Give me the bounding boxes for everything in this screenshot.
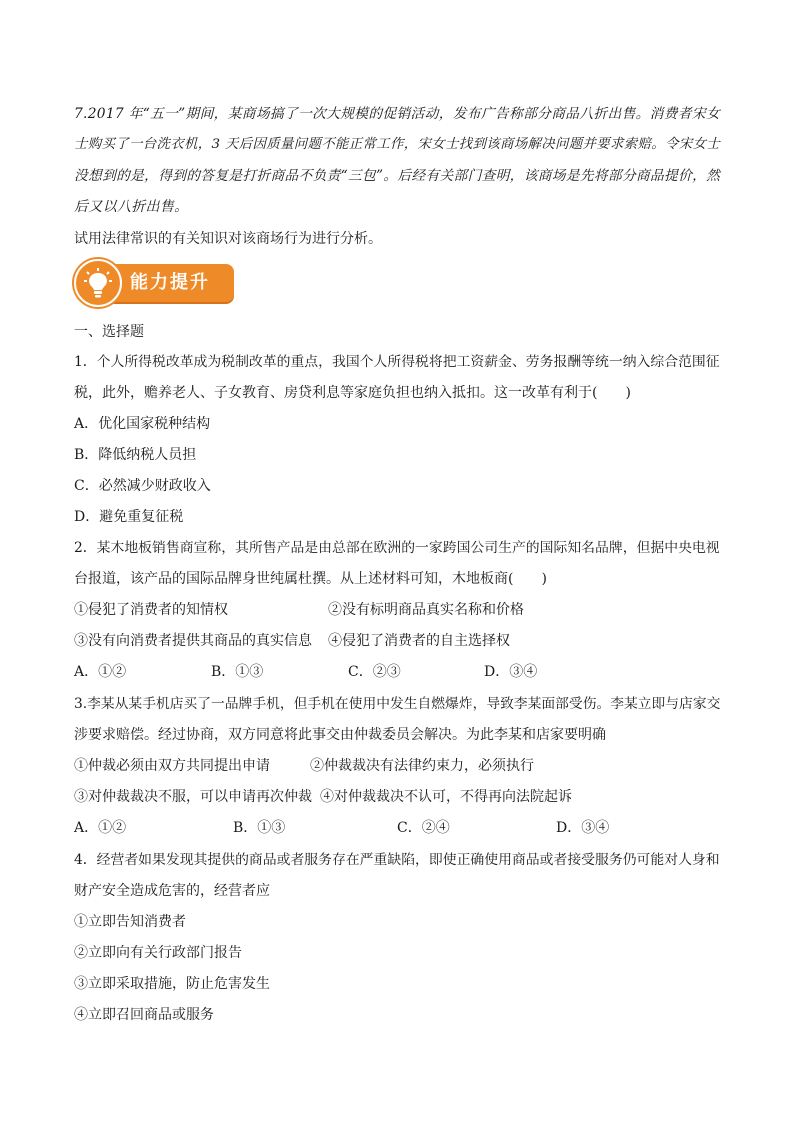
q3-statement-1: ①仲裁必须由双方共同提出申请 [74, 758, 270, 774]
banner-label: 能力提升 [130, 272, 210, 293]
q2-line-2: 台报道，该产品的国际品牌身世纯属杜撰。从上述材料可知，木地板商( ) [74, 571, 547, 587]
q7-line-3: 没想到的是，得到的答复是打折商品不负责“三包”。后经有关部门查明，该商场是先将部分商品提价，然 [74, 168, 721, 184]
section-title: 一、选择题 [74, 324, 144, 340]
banner-circle [74, 259, 122, 307]
q2-line-1: 2．某木地板销售商宣称，其所售产品是由总部在欧洲的一家跨国公司生产的国际知名品牌，但据中央电视 [74, 540, 720, 556]
q1-option-d: D．避免重复征税 [74, 509, 184, 525]
q7-task: 试用法律常识的有关知识对该商场行为进行分析。 [74, 231, 382, 247]
lightbulb-icon [84, 267, 112, 299]
q4-line-1: 4．经营者如果发现其提供的商品或者服务存在严重缺陷，即使正确使用商品或者接受服务仍可能对人身和 [74, 852, 720, 868]
q1-line-2: 税，此外，赡养老人、子女教育、房贷利息等家庭负担也纳入抵扣。这一改革有利于( ) [74, 385, 631, 401]
q4-statement-3: ③立即采取措施，防止危害发生 [74, 976, 270, 992]
q2-choice-c: C．②③ [348, 664, 401, 680]
q3-statement-3: ③对仲裁裁决不服，可以申请再次仲裁 [74, 789, 312, 805]
q2-choice-b: B．①③ [211, 664, 264, 680]
q3-choice-a: A．①② [74, 820, 127, 836]
q4-statement-1: ①立即告知消费者 [74, 914, 186, 930]
q7-line-1: 7.2017 年“五一”期间，某商场搞了一次大规模的促销活动，发布广告称部分商品八折出售。消费者宋女 [74, 106, 721, 122]
q2-statement-4: ④侵犯了消费者的自主选择权 [328, 633, 510, 649]
q2-choice-d: D．③④ [484, 664, 538, 680]
q3-choice-c: C．②④ [397, 820, 450, 836]
q3-choice-d: D．③④ [556, 820, 610, 836]
q3-statement-4: ④对仲裁裁决不认可，不得再向法院起诉 [320, 789, 572, 805]
q3-choice-b: B．①③ [233, 820, 286, 836]
q3-line-1: 3.李某从某手机店买了一品牌手机，但手机在使用中发生自燃爆炸，导致李某面部受伤。李某立即与店家交 [74, 696, 721, 712]
q3-statement-2: ②仲裁裁决有法律约束力，必须执行 [310, 758, 534, 774]
ability-banner [74, 259, 236, 305]
q7-line-4: 后又以八折出售。 [74, 199, 189, 215]
q7-line-2: 士购买了一台洗衣机，3 天后因质量问题不能正常工作，宋女士找到该商场解决问题并要求索赔。令宋女士 [74, 137, 721, 152]
q4-line-2: 财产安全造成危害的，经营者应 [74, 883, 270, 899]
q2-choice-a: A．①② [74, 664, 127, 680]
q2-statement-1: ①侵犯了消费者的知情权 [74, 602, 228, 618]
q1-line-1: 1．个人所得税改革成为税制改革的重点，我国个人所得税将把工资薪金、劳务报酬等统一纳入综合范围征 [74, 354, 720, 370]
q1-option-b: B．降低纳税人员担 [74, 447, 197, 463]
q1-option-c: C．必然减少财政收入 [74, 478, 211, 494]
q4-statement-2: ②立即向有关行政部门报告 [74, 945, 242, 961]
q2-statement-3: ③没有向消费者提供其商品的真实信息 [74, 633, 312, 649]
q3-line-2: 涉要求赔偿。经过协商，双方同意将此事交由仲裁委员会解决。为此李某和店家要明确 [74, 727, 606, 743]
q4-statement-4: ④立即召回商品或服务 [74, 1007, 214, 1023]
q2-statement-2: ②没有标明商品真实名称和价格 [328, 602, 524, 618]
q1-option-a: A．优化国家税种结构 [74, 416, 211, 432]
